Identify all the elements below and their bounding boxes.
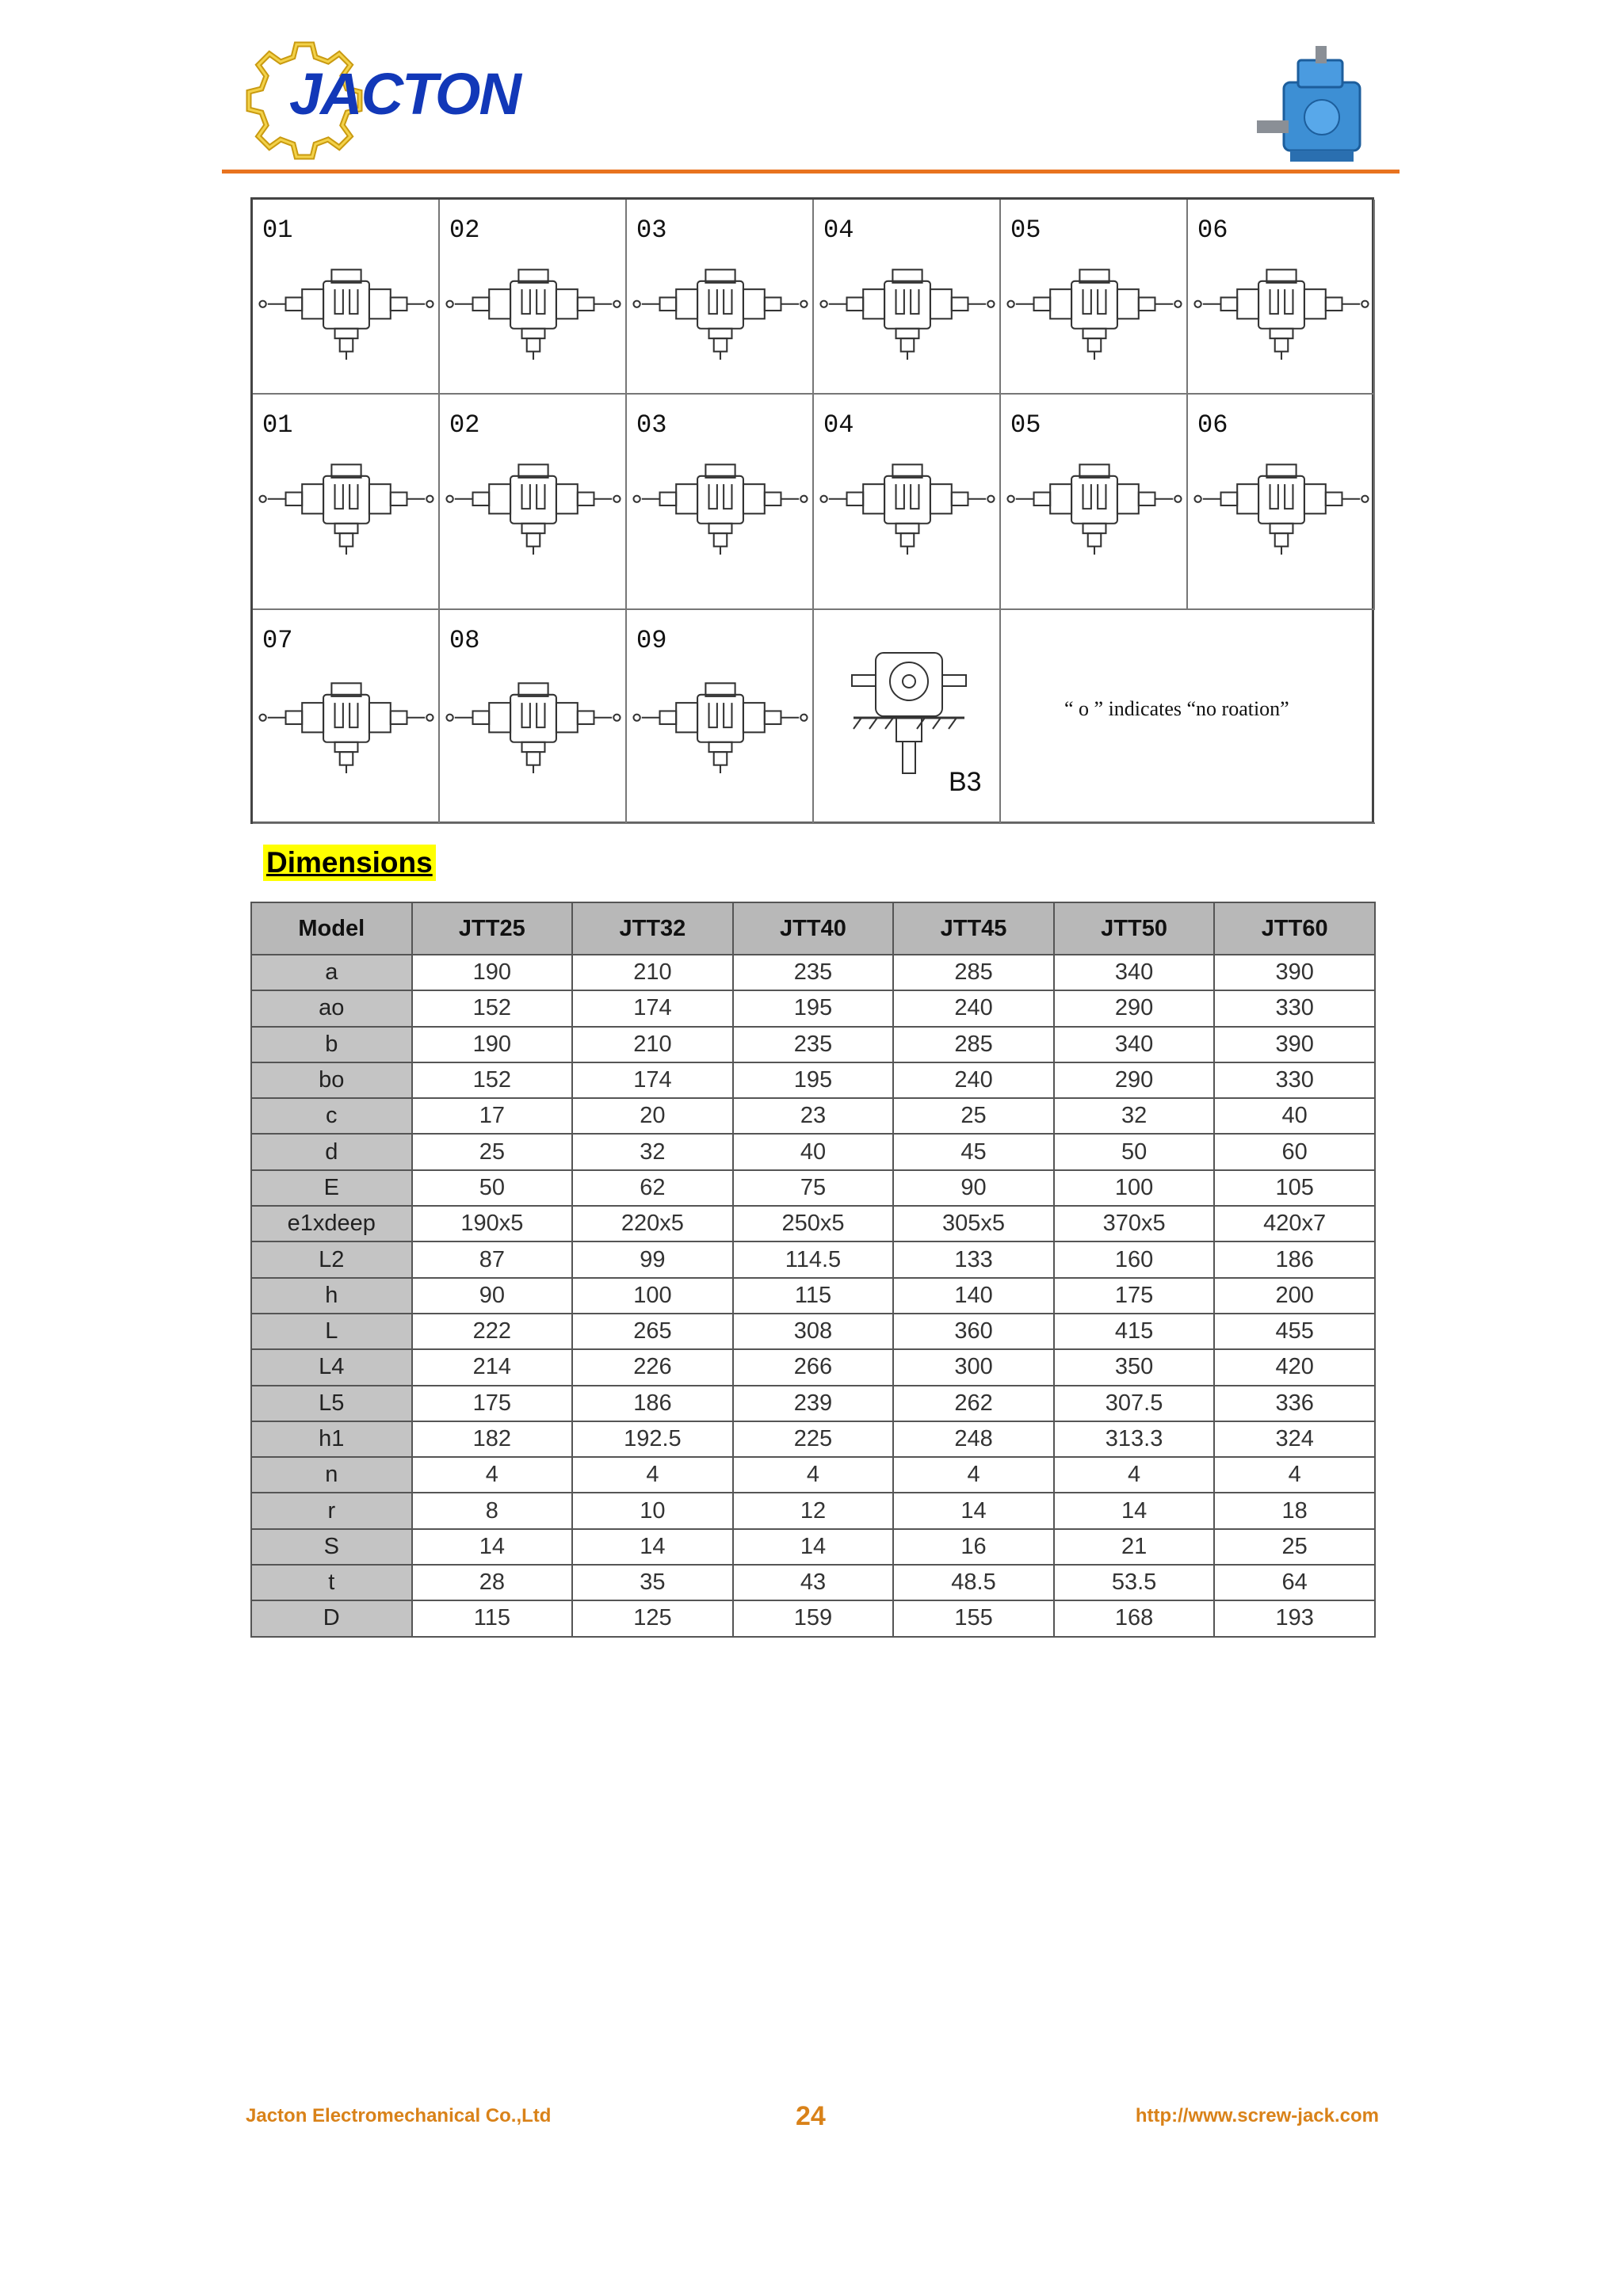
table-row (251, 1600, 1375, 1636)
gearbox-mounting-diagram (256, 675, 437, 773)
gearbox-mounting-diagram (630, 675, 811, 773)
table-cell: 50 (412, 1170, 573, 1206)
table-cell: 250x5 (733, 1206, 894, 1241)
row-label: L2 (251, 1241, 412, 1277)
table-cell: 87 (412, 1241, 573, 1277)
no-rotation-note: “ o ” indicates “no roation” (1064, 697, 1289, 720)
table-row (251, 1134, 1375, 1169)
column-header: JTT40 (733, 902, 894, 955)
table-cell: 390 (1214, 1027, 1375, 1062)
table-cell: 115 (412, 1600, 573, 1636)
table-cell: 4 (893, 1457, 1054, 1493)
row-label: d (251, 1134, 412, 1169)
table-cell: 23 (733, 1098, 894, 1134)
mounting-position-cell (253, 395, 440, 610)
row-label: L (251, 1314, 412, 1349)
table-cell: 285 (893, 955, 1054, 990)
table-cell: 159 (733, 1600, 894, 1636)
table-cell: 90 (412, 1278, 573, 1314)
table-cell: 75 (733, 1170, 894, 1206)
table-cell: 220x5 (572, 1206, 733, 1241)
table-cell: 25 (1214, 1529, 1375, 1565)
column-header: JTT50 (1054, 902, 1215, 955)
mounting-position-cell-b3 (814, 610, 1001, 824)
mounting-position-cell (1001, 395, 1188, 610)
row-label: h1 (251, 1421, 412, 1457)
table-cell: 190 (412, 1027, 573, 1062)
table-cell: 168 (1054, 1600, 1215, 1636)
table-cell: 40 (733, 1134, 894, 1169)
table-cell: 226 (572, 1349, 733, 1385)
table-cell: 370x5 (1054, 1206, 1215, 1241)
table-cell: 105 (1214, 1170, 1375, 1206)
mounting-position-cell (627, 610, 814, 824)
mounting-position-cell (627, 395, 814, 610)
mounting-position-number: 03 (636, 215, 667, 245)
dimensions-heading: Dimensions (263, 845, 436, 881)
mounting-position-number: 01 (262, 410, 293, 440)
mounting-position-number: 01 (262, 215, 293, 245)
row-label: E (251, 1170, 412, 1206)
table-cell: 32 (1054, 1098, 1215, 1134)
gearbox-mounting-diagram (1191, 456, 1372, 555)
table-cell: 99 (572, 1241, 733, 1277)
table-cell: 175 (412, 1386, 573, 1421)
table-cell: 8 (412, 1493, 573, 1528)
table-cell: 186 (572, 1386, 733, 1421)
table-cell: 186 (1214, 1241, 1375, 1277)
table-row (251, 1027, 1375, 1062)
table-row (251, 990, 1375, 1026)
table-row (251, 1565, 1375, 1600)
table-row (251, 1062, 1375, 1098)
mounting-position-number: 07 (262, 626, 293, 655)
row-label: L5 (251, 1386, 412, 1421)
table-cell: 390 (1214, 955, 1375, 990)
row-label: t (251, 1565, 412, 1600)
table-cell: 182 (412, 1421, 573, 1457)
mounting-position-cell (440, 610, 627, 824)
table-cell: 330 (1214, 990, 1375, 1026)
table-cell: 10 (572, 1493, 733, 1528)
row-label: h (251, 1278, 412, 1314)
table-cell: 262 (893, 1386, 1054, 1421)
table-cell: 43 (733, 1565, 894, 1600)
b3-label: B3 (949, 767, 982, 797)
gearbox-mounting-diagram (1191, 261, 1372, 360)
table-cell: 307.5 (1054, 1386, 1215, 1421)
table-cell: 240 (893, 1062, 1054, 1098)
mounting-position-number: 08 (449, 626, 480, 655)
dimensions-table (250, 902, 1376, 1638)
table-cell: 4 (1214, 1457, 1375, 1493)
mounting-position-number: 02 (449, 215, 480, 245)
table-row (251, 955, 1375, 990)
table-cell: 455 (1214, 1314, 1375, 1349)
table-cell: 308 (733, 1314, 894, 1349)
page-number: 24 (796, 2101, 826, 2131)
gearbox-mounting-diagram (256, 261, 437, 360)
table-cell: 125 (572, 1600, 733, 1636)
row-label: L4 (251, 1349, 412, 1385)
table-cell: 90 (893, 1170, 1054, 1206)
table-cell: 53.5 (1054, 1565, 1215, 1600)
table-cell: 222 (412, 1314, 573, 1349)
mounting-position-cell (814, 200, 1001, 395)
table-cell: 18 (1214, 1493, 1375, 1528)
gearbox-mounting-diagram (630, 261, 811, 360)
row-label: e1xdeep (251, 1206, 412, 1241)
gearbox-mounting-diagram (443, 675, 624, 773)
mounting-position-number: 04 (823, 410, 854, 440)
table-cell: 420x7 (1214, 1206, 1375, 1241)
table-cell: 40 (1214, 1098, 1375, 1134)
table-cell: 25 (412, 1134, 573, 1169)
table-cell: 4 (412, 1457, 573, 1493)
table-cell: 48.5 (893, 1565, 1054, 1600)
mounting-position-cell (814, 395, 1001, 610)
table-cell: 4 (572, 1457, 733, 1493)
table-cell: 28 (412, 1565, 573, 1600)
table-row (251, 1349, 1375, 1385)
table-cell: 14 (412, 1529, 573, 1565)
row-label: D (251, 1600, 412, 1636)
row-label: S (251, 1529, 412, 1565)
table-cell: 100 (572, 1278, 733, 1314)
gearbox-mounting-diagram (443, 261, 624, 360)
row-label: c (251, 1098, 412, 1134)
table-cell: 133 (893, 1241, 1054, 1277)
legend-note-cell (1001, 610, 1375, 824)
column-header: JTT45 (893, 902, 1054, 955)
table-cell: 190x5 (412, 1206, 573, 1241)
table-cell: 152 (412, 990, 573, 1026)
header-divider (222, 170, 1400, 174)
table-cell: 16 (893, 1529, 1054, 1565)
table-cell: 155 (893, 1600, 1054, 1636)
table-row (251, 1457, 1375, 1493)
gearbox-mounting-diagram (817, 456, 998, 555)
mounting-position-cell (253, 610, 440, 824)
table-cell: 235 (733, 955, 894, 990)
table-cell: 340 (1054, 955, 1215, 990)
table-cell: 174 (572, 1062, 733, 1098)
table-cell: 330 (1214, 1062, 1375, 1098)
mounting-position-cell (1188, 200, 1375, 395)
table-cell: 35 (572, 1565, 733, 1600)
table-cell: 12 (733, 1493, 894, 1528)
table-cell: 248 (893, 1421, 1054, 1457)
table-cell: 336 (1214, 1386, 1375, 1421)
table-cell: 45 (893, 1134, 1054, 1169)
table-row (251, 1241, 1375, 1277)
mounting-position-number: 05 (1010, 410, 1041, 440)
gearbox-mounting-diagram (630, 456, 811, 555)
table-cell: 420 (1214, 1349, 1375, 1385)
brand-wordmark: JACTON (289, 61, 520, 127)
column-header: JTT32 (572, 902, 733, 955)
table-cell: 160 (1054, 1241, 1215, 1277)
table-cell: 114.5 (733, 1241, 894, 1277)
table-cell: 239 (733, 1386, 894, 1421)
table-row (251, 1278, 1375, 1314)
row-label: bo (251, 1062, 412, 1098)
mounting-position-number: 02 (449, 410, 480, 440)
footer-url[interactable]: http://www.screw-jack.com (1135, 2105, 1379, 2126)
table-cell: 290 (1054, 1062, 1215, 1098)
table-cell: 225 (733, 1421, 894, 1457)
table-cell: 415 (1054, 1314, 1215, 1349)
column-header: JTT25 (412, 902, 573, 955)
row-label: ao (251, 990, 412, 1026)
table-cell: 210 (572, 1027, 733, 1062)
table-cell: 20 (572, 1098, 733, 1134)
table-cell: 305x5 (893, 1206, 1054, 1241)
gearbox-mounting-diagram (1004, 261, 1185, 360)
gearbox-mounting-diagram (256, 456, 437, 555)
table-cell: 50 (1054, 1134, 1215, 1169)
row-label: r (251, 1493, 412, 1528)
table-cell: 313.3 (1054, 1421, 1215, 1457)
table-cell: 174 (572, 990, 733, 1026)
gearbox-mounting-diagram (817, 261, 998, 360)
table-header-row (251, 902, 1375, 955)
table-cell: 140 (893, 1278, 1054, 1314)
table-cell: 200 (1214, 1278, 1375, 1314)
column-header-model: Model (251, 902, 412, 955)
table-cell: 265 (572, 1314, 733, 1349)
table-cell: 300 (893, 1349, 1054, 1385)
mounting-position-cell (440, 395, 627, 610)
table-cell: 14 (733, 1529, 894, 1565)
table-cell: 62 (572, 1170, 733, 1206)
table-cell: 285 (893, 1027, 1054, 1062)
table-row (251, 1386, 1375, 1421)
table-row (251, 1493, 1375, 1528)
table-cell: 4 (1054, 1457, 1215, 1493)
table-cell: 115 (733, 1278, 894, 1314)
table-cell: 195 (733, 1062, 894, 1098)
mounting-position-cell (253, 200, 440, 395)
table-cell: 192.5 (572, 1421, 733, 1457)
table-cell: 100 (1054, 1170, 1215, 1206)
table-row (251, 1170, 1375, 1206)
table-cell: 360 (893, 1314, 1054, 1349)
mounting-position-number: 05 (1010, 215, 1041, 245)
table-cell: 266 (733, 1349, 894, 1385)
mounting-position-number: 06 (1197, 410, 1228, 440)
table-cell: 14 (893, 1493, 1054, 1528)
table-cell: 350 (1054, 1349, 1215, 1385)
table-cell: 240 (893, 990, 1054, 1026)
mounting-positions-grid (250, 197, 1374, 824)
gearbox-mounting-diagram (1004, 456, 1185, 555)
mounting-position-number: 06 (1197, 215, 1228, 245)
column-header: JTT60 (1214, 902, 1375, 955)
table-row (251, 1421, 1375, 1457)
row-label: b (251, 1027, 412, 1062)
row-label: n (251, 1457, 412, 1493)
table-cell: 25 (893, 1098, 1054, 1134)
mounting-position-number: 03 (636, 410, 667, 440)
footer-company: Jacton Electromechanical Co.,Ltd (246, 2105, 552, 2126)
table-cell: 32 (572, 1134, 733, 1169)
mounting-position-cell (1001, 200, 1188, 395)
mounting-position-cell (627, 200, 814, 395)
table-cell: 195 (733, 990, 894, 1026)
table-row (251, 1314, 1375, 1349)
row-label: a (251, 955, 412, 990)
table-cell: 340 (1054, 1027, 1215, 1062)
mounting-position-cell (440, 200, 627, 395)
table-cell: 64 (1214, 1565, 1375, 1600)
table-cell: 324 (1214, 1421, 1375, 1457)
table-cell: 60 (1214, 1134, 1375, 1169)
table-cell: 290 (1054, 990, 1215, 1026)
table-cell: 14 (1054, 1493, 1215, 1528)
table-cell: 214 (412, 1349, 573, 1385)
table-cell: 193 (1214, 1600, 1375, 1636)
table-cell: 21 (1054, 1529, 1215, 1565)
table-cell: 4 (733, 1457, 894, 1493)
gearbox-mounting-diagram (443, 456, 624, 555)
table-cell: 210 (572, 955, 733, 990)
table-cell: 17 (412, 1098, 573, 1134)
table-row (251, 1098, 1375, 1134)
table-cell: 175 (1054, 1278, 1215, 1314)
table-cell: 14 (572, 1529, 733, 1565)
mounting-position-number: 04 (823, 215, 854, 245)
table-cell: 152 (412, 1062, 573, 1098)
mounting-position-number: 09 (636, 626, 667, 655)
table-cell: 235 (733, 1027, 894, 1062)
table-cell: 190 (412, 955, 573, 990)
mounting-position-cell (1188, 395, 1375, 610)
table-row (251, 1206, 1375, 1241)
table-row (251, 1529, 1375, 1565)
gearbox-product-image (1252, 44, 1400, 170)
